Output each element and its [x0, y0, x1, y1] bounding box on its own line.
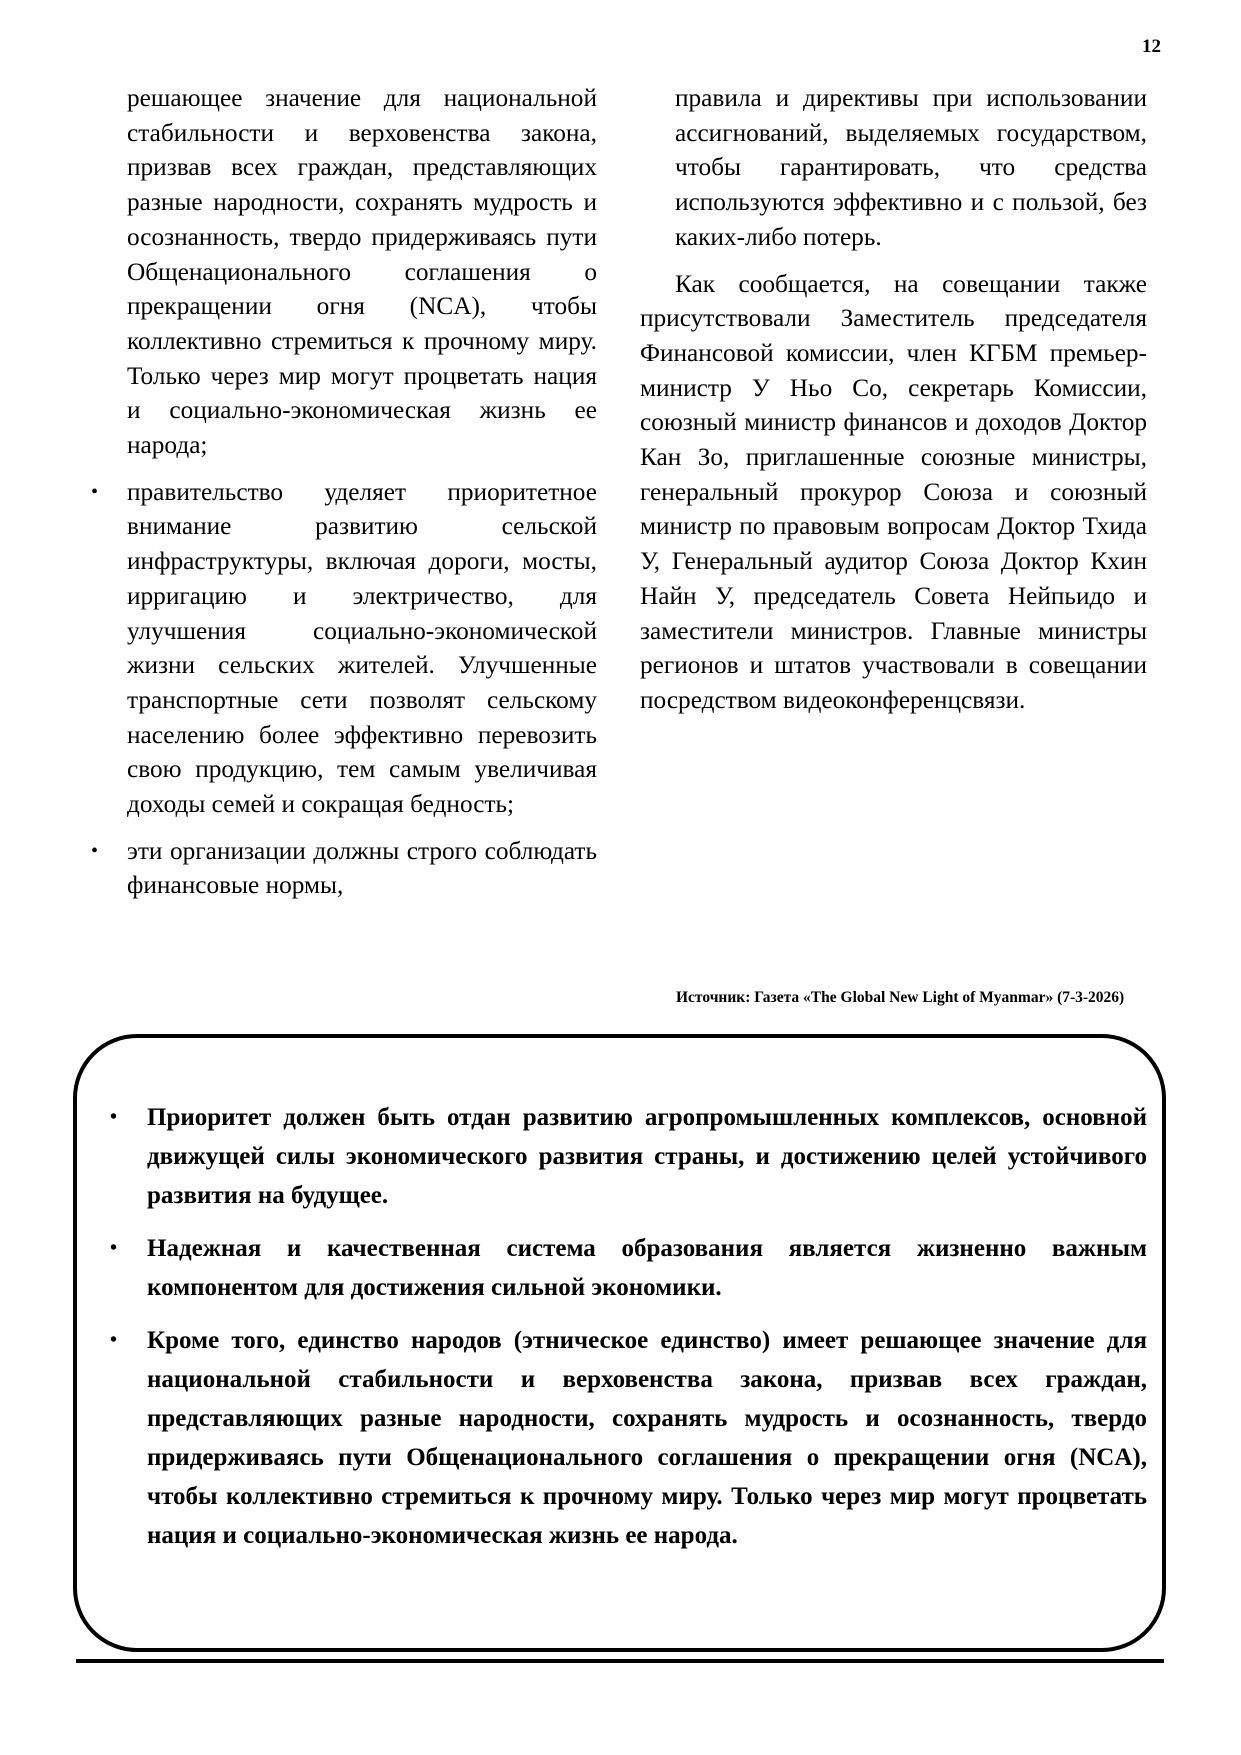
right-column: [640, 81, 1147, 718]
list-item: [91, 475, 597, 822]
left-bullet-list: [91, 475, 597, 903]
right-continuation-text: правила и директивы при использовании ассигнований, выделяемых государством, чтобы гарантировать, что средства используются эффективно и с пользой, без каких-либо потерь.: [675, 84, 1147, 251]
source-citation: Источник: Газета «The Global New Light of Myanmar» (7-3-2026): [676, 989, 1125, 1006]
left-continuation-text: решающее значение для национальной стабильности и верховенства закона, призвав всех граждан, представляющих разные народности, сохранять мудрость и осознанность, твердо придерживаясь пути Общенационального соглашения о прекращении огня (NCA), чтобы коллективно стремиться к прочному миру. Только через мир могут процветать нация и социально-экономическая жизнь ее народа;: [127, 84, 597, 460]
callout-item: [110, 1098, 1147, 1215]
callout-item-text: Надежная и качественная система образования является жизненно важным компонентом для достижения сильной экономики.: [147, 1235, 1147, 1301]
left-column: [91, 81, 597, 903]
list-item-text: эти организации должны строго соблюдать финансовые нормы,: [127, 836, 597, 900]
meeting-attendees-paragraph: Как сообщается, на совещании также присутствовали Заместитель председателя Финансовой комиссии, член КГБМ премьер-министр У Ньо Со, секретарь Комиссии, союзный министр финансов и доходов Доктор Кан Зо, приглашенные союзные министры, генеральный прокурор Союза и союзный министр по правовым вопросам Доктор Тхида У, Генеральный аудитор Союза Доктор Кхин Найн У, председатель Совета Нейпьидо и заместители министров. Главные министры регионов и штатов участвовали в совещании посредством видеоконференцсвязи.: [640, 269, 1147, 714]
bullet-icon: •: [91, 480, 99, 503]
bullet-icon: •: [110, 1237, 118, 1259]
page-number: 12: [1142, 36, 1161, 57]
callout-item-text: Приоритет должен быть отдан развитию агропромышленных комплексов, основной движущей силы экономического развития страны, и достижению целей устойчивого развития на будущее.: [147, 1104, 1147, 1209]
bullet-icon: •: [110, 1106, 118, 1128]
bullet-icon: •: [91, 839, 99, 862]
callout-item: [110, 1321, 1147, 1555]
key-points-callout-box: [73, 1034, 1166, 1652]
callout-item: [110, 1229, 1147, 1307]
callout-bullet-list: [110, 1098, 1147, 1569]
list-item: [91, 834, 597, 903]
bullet-icon: •: [110, 1329, 118, 1351]
list-item-text: правительство уделяет приоритетное внимание развитию сельской инфраструктуры, включая дороги, мосты, ирригацию и электричество, для улучшения социально-экономической жизни сельских жителей. Улучшенные транспортные сети позволят сельскому населению более эффективно перевозить свою продукцию, тем самым увеличивая доходы семей и сокращая бедность;: [127, 477, 597, 819]
bottom-divider: [76, 1659, 1164, 1663]
callout-item-text: Кроме того, единство народов (этническое единство) имеет решающее значение для национальной стабильности и верховенства закона, призвав всех граждан, представляющих разные народности, сохранять мудрость и осознанность, твердо придерживаясь пути Общенационального соглашения о прекращении огня (NCA), чтобы коллективно стремиться к прочному миру. Только через мир могут процветать нация и социально-экономическая жизнь ее народа.: [147, 1327, 1147, 1549]
